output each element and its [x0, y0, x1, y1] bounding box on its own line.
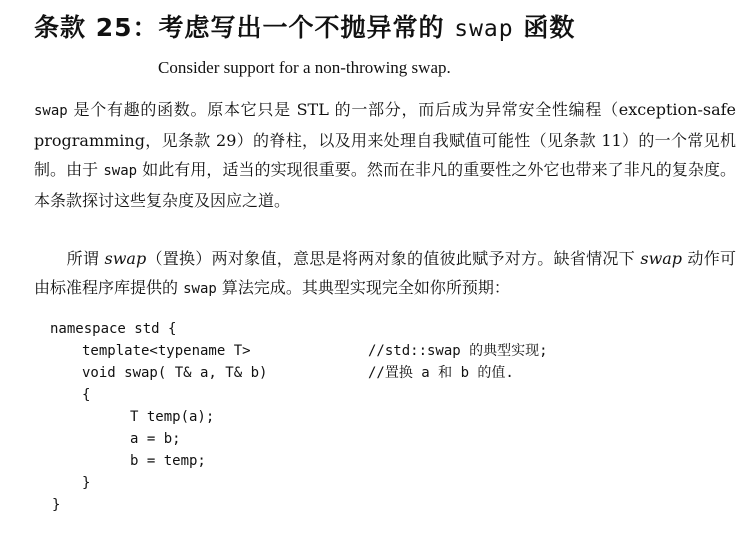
paragraph-definition — [34, 244, 736, 304]
code-text: T temp(a); — [130, 409, 215, 425]
code-line — [50, 362, 740, 384]
code-line — [50, 450, 740, 472]
paragraph-intro — [34, 95, 736, 215]
paragraph-text: 算法完成。其典型实现完全如你所预期： — [216, 278, 510, 297]
code-line — [50, 494, 740, 516]
title-prefix: 条款 25：考虑写出一个不抛异常的 — [34, 13, 445, 42]
inline-code-swap: swap — [183, 281, 217, 297]
code-line — [50, 318, 740, 340]
italic-swap: swap — [640, 249, 683, 268]
inline-code-swap: swap — [34, 103, 68, 119]
section-title — [34, 8, 575, 44]
code-text: { — [82, 387, 91, 403]
code-line — [50, 472, 740, 494]
code-text: template<typename T> — [82, 343, 251, 359]
title-suffix: 函数 — [523, 13, 576, 42]
code-line — [50, 428, 740, 450]
paragraph-text: 所谓 — [66, 249, 105, 268]
paragraph-text: 如此有用，适当的实现很重要。然而在非凡的重要性之外它也带来了非凡的复杂度。本条款探讨这些复杂度及因应之道。 — [34, 160, 736, 210]
code-comment: //std::swap 的典型实现; — [368, 343, 548, 359]
code-line — [50, 384, 740, 406]
code-line — [50, 406, 740, 428]
code-text: b = temp; — [130, 453, 206, 469]
paragraph-text: （置换）两对象值，意思是将两对象的值彼此赋予对方。缺省情况下 — [146, 249, 641, 268]
paragraph-text: 是个有趣的函数。原本它只是 STL 的一部分，而后成为异常安全性编程（exception-safe programming，见条款 29）的脊柱，以及用来处理自我赋值可能性（见条款 11）的一个常见机制。由于 — [34, 100, 736, 179]
code-block — [50, 318, 740, 516]
code-line — [50, 340, 740, 362]
paragraph-text: 动作可由标准程序库提供的 — [34, 249, 736, 297]
inline-code-swap: swap — [103, 163, 138, 179]
code-text: namespace std { — [50, 321, 177, 337]
italic-swap: swap — [104, 249, 147, 268]
title-code-swap: swap — [454, 16, 514, 42]
code-text: a = b; — [130, 431, 181, 447]
code-comment: //置换 a 和 b 的值. — [368, 365, 514, 381]
code-text: } — [52, 497, 61, 513]
code-text: } — [82, 475, 91, 491]
section-subtitle: Consider support for a non-throwing swap. — [158, 58, 451, 77]
code-text: void swap( T& a, T& b) — [82, 365, 268, 381]
